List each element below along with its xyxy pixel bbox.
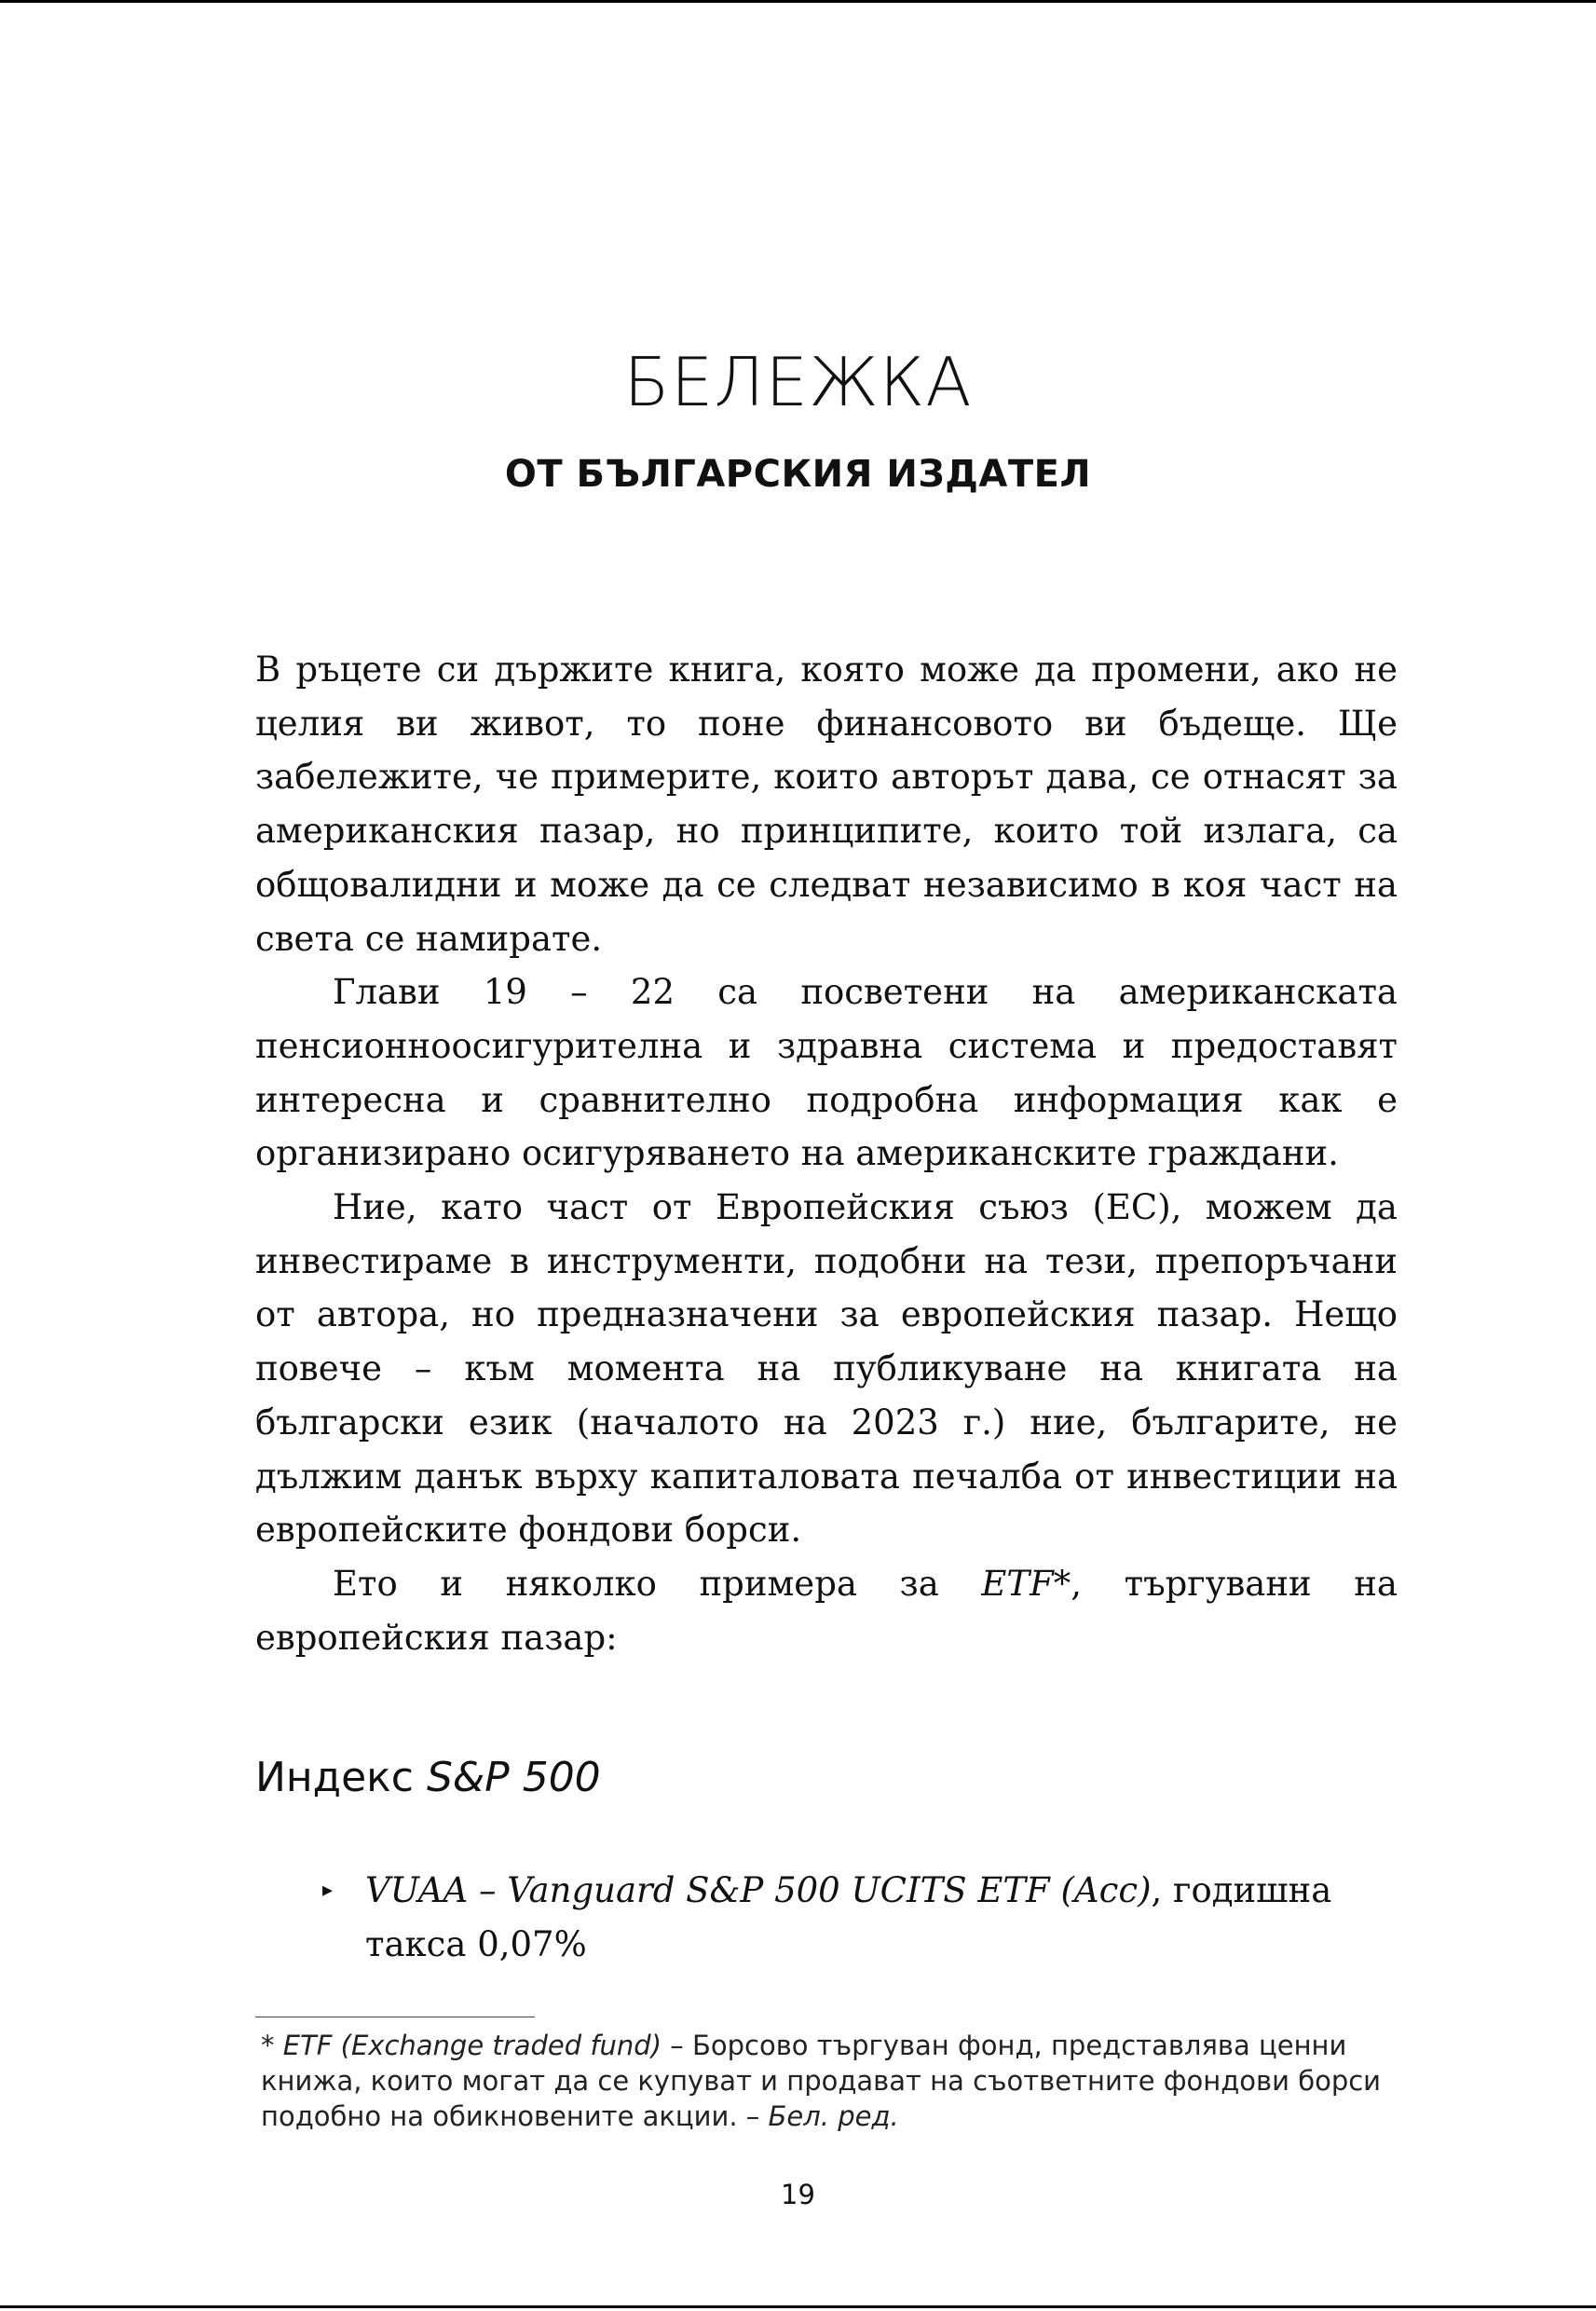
paragraph-4 bbox=[255, 1557, 1398, 1664]
footnote bbox=[261, 2028, 1398, 2134]
paragraph-4-tail: , търгувани на европейския пазар: bbox=[255, 1563, 1398, 1658]
paragraph-3: Ние, като част от Европейския съюз (ЕС), можем да инвестираме в инструменти, подобни на тези, препоръчани от автора, но предназначени за европейския пазар. Нещо повече – към момента на публикуване на книгата на български език (началото на 2023 г.) ние, българите, не дължим данък върху капиталовата печалба от инвестиции на европейските фондови борси. bbox=[255, 1187, 1398, 1551]
footnote-reference[interactable]: * bbox=[1053, 1563, 1071, 1604]
triangle-bullet-icon: ▸ bbox=[322, 1879, 334, 1902]
footnote-term: ETF (Exchange traded fund) bbox=[282, 2030, 662, 2061]
etf-name: VUAA – Vanguard S&P 500 UCITS ETF (Acc) bbox=[365, 1870, 1152, 1910]
section-heading-index: S&P 500 bbox=[426, 1754, 601, 1801]
page-top-border bbox=[0, 0, 1596, 3]
page-number: 19 bbox=[781, 2179, 815, 2210]
paragraph-2: Глави 19 – 22 са посветени на американската пенсионноосигурителна и здравна система и предоставят интересна и сравнително подробна информация как е организирано осигуряването на американските граждани. bbox=[255, 972, 1398, 1174]
paragraph-1: В ръцете си държите книга, която може да промени, ако не целия ви живот, то поне финансовото ви бъдеще. Ще забележите, че примерите, които авторът дава, се отнасят за американския пазар, но принципите, които той излага, са общовалидни и може да се следват независимо в коя част на света се намирате. bbox=[255, 650, 1398, 959]
etf-fee: , годишна такса 0,07% bbox=[365, 1870, 1332, 1964]
etf-list bbox=[255, 1864, 1398, 1971]
footnote-mark: * bbox=[261, 2030, 283, 2061]
main-text bbox=[255, 643, 1398, 1664]
section-heading bbox=[255, 1754, 601, 1801]
footnote-text: – Борсово търгуван фонд, представлява ценни книжа, които могат да се купуват и продават на съответните фондови борси подобно на обикновените акции. – bbox=[261, 2030, 1382, 2132]
list-item bbox=[255, 1864, 1398, 1971]
footnote-editor-note: Бел. ред. bbox=[768, 2100, 899, 2132]
etf-term: ETF bbox=[981, 1563, 1054, 1604]
page-subtitle: ОТ БЪЛГАРСКИЯ ИЗДАТЕЛ bbox=[504, 453, 1092, 496]
page-title: БЕЛЕЖКА bbox=[623, 343, 973, 421]
section-heading-prefix: Индекс bbox=[255, 1754, 427, 1801]
paragraph-4-text: Ето и няколко примера за bbox=[333, 1563, 982, 1604]
page-bottom-border bbox=[0, 2305, 1596, 2308]
